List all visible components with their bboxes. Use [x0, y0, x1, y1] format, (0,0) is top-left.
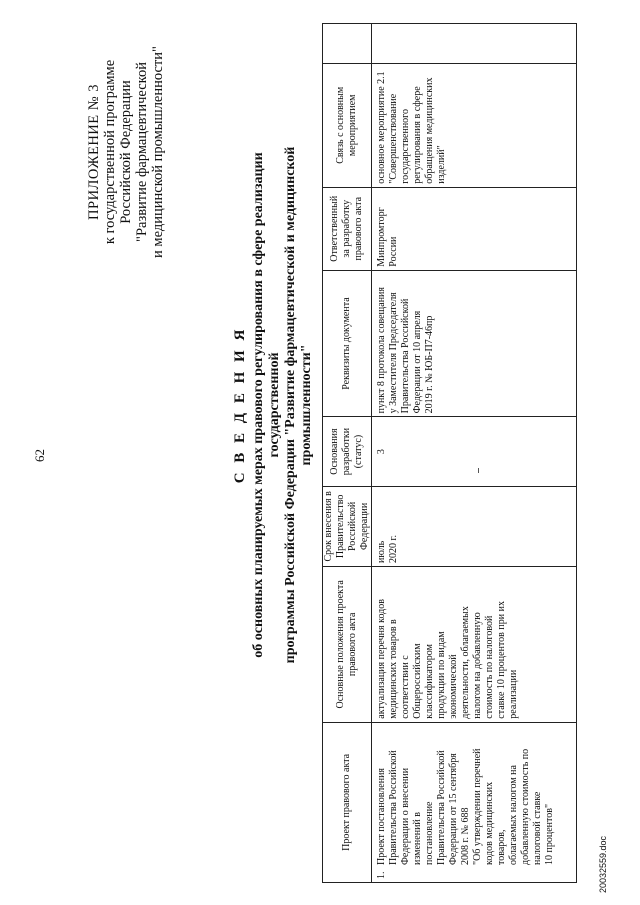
- appendix-line: и медицинской промышленности": [150, 46, 166, 258]
- page-number: 62: [32, 449, 47, 462]
- column-header-term: Срок внесения в Правительство Российской Федерации: [323, 486, 372, 566]
- cell-responsible: [372, 187, 577, 270]
- column-header-basis: Основания разработки (статус): [323, 417, 372, 486]
- basis-text: 3: [376, 449, 387, 455]
- table-row: [372, 24, 577, 883]
- appendix-line: к государственной программе: [102, 59, 118, 245]
- document-title: [232, 105, 315, 705]
- provisions-text: актуализация перечня кодов медицинских товаров в соответствии с Общероссийским классификатором продукции по видам экономической деятельности, облагаемых налогом на добавленную стоимость по налоговой ставке 10 процентов при их реализации: [376, 599, 519, 719]
- cell-provisions: [372, 566, 577, 722]
- column-header-project: Проект правового акта: [323, 722, 372, 882]
- link-text: основное мероприятие 2.1 "Совершенствование государственного регулирования в сфере обращения медицинских изделий": [376, 71, 447, 184]
- cell-basis: [372, 417, 577, 486]
- column-header-details: Реквизиты документа: [323, 270, 372, 417]
- appendix-title: ПРИЛОЖЕНИЕ № 3: [86, 84, 102, 220]
- regulation-table: [322, 23, 577, 883]
- title-line: программы Российской Федерации "Развитие фармацевтической и медицинской промышленности": [283, 146, 314, 664]
- row-number: 1.: [376, 871, 387, 879]
- project-text: Проект постановления Правительства Российской Федерации о внесении изменений в постановление Правительства Российской Федерации от 15 сентября 2008 г. № 688 "Об утверждении перечней кодов медицинских товаров, облагаемых налогом на добавленную стоимость по налоговой ставке 10 процентов": [376, 748, 555, 865]
- cell-empty: [372, 24, 577, 64]
- scan-mark: [478, 468, 479, 473]
- appendix-line: "Развитие фармацевтической: [134, 62, 150, 242]
- appendix-header: [86, 17, 166, 287]
- appendix-line: Российской Федерации: [118, 80, 134, 224]
- cell-link: [372, 63, 577, 187]
- cell-term: [372, 486, 577, 566]
- title-line: об основных планируемых мерах правового регулирования в сфере реализации государственной: [251, 152, 282, 658]
- table-header-row: [323, 24, 372, 883]
- column-header-link: Связь с основным мероприятием: [323, 63, 372, 187]
- term-text: июль 2020 г.: [376, 534, 399, 563]
- responsible-text: Минпромторг России: [376, 207, 399, 267]
- column-header-provisions: Основные положения проекта правового акта: [323, 566, 372, 722]
- cell-details: [372, 270, 577, 417]
- details-text: пункт 8 протокола совещания у Заместителя Председателя Правительства Российской Федерации от 10 апреля 2019 г. № ЮБ-П7-46пр: [376, 287, 435, 414]
- column-header-empty: [323, 24, 372, 64]
- title-heading: С В Е Д Е Н И Я: [232, 326, 248, 484]
- file-name: 20032559.doc: [598, 835, 608, 893]
- cell-project: [372, 722, 577, 882]
- column-header-responsible: Ответственный за разработку правового акта: [323, 187, 372, 270]
